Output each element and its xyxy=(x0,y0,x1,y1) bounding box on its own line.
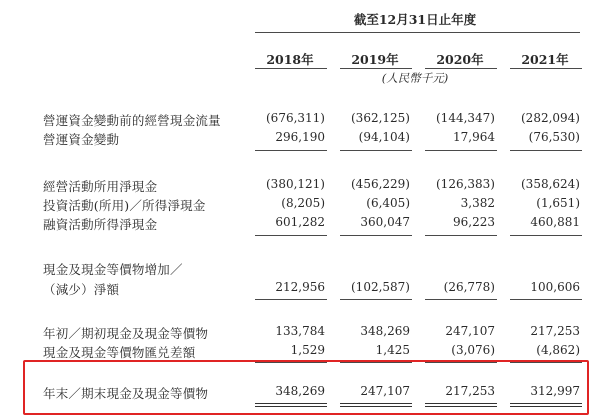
row-label-operating-net-cash: 經營活動所用淨現金 xyxy=(43,179,158,194)
year-rule-2018 xyxy=(255,68,327,69)
subtotal-rule xyxy=(340,150,412,151)
year-rule-2020 xyxy=(425,68,497,69)
subtotal-rule xyxy=(255,235,327,236)
row-label-pre-wc-operating-cash-flow: 營運資金變動前的經營現金流量 xyxy=(43,113,221,128)
cell: (144,347) xyxy=(436,111,495,125)
year-header-2020: 2020年 xyxy=(436,52,484,67)
cell: 296,190 xyxy=(275,130,325,144)
cell: 348,269 xyxy=(275,384,325,398)
row-label-opening-cash: 年初／期初現金及現金等價物 xyxy=(43,326,209,341)
period-title: 截至12月31日止年度 xyxy=(353,12,477,27)
row-label-investing-net-cash: 投資活動(所用)／所得淨現金 xyxy=(43,198,206,213)
cell: (362,125) xyxy=(351,111,410,125)
year-rule-2021 xyxy=(510,68,582,69)
subtotal-rule xyxy=(425,150,497,151)
cell: (102,587) xyxy=(351,280,410,294)
cell: (380,121) xyxy=(266,177,325,191)
cell: 312,997 xyxy=(530,384,580,398)
cell: (76,530) xyxy=(528,130,580,144)
cell: 3,382 xyxy=(460,196,495,210)
highlight-box xyxy=(23,360,589,415)
cell: 1,529 xyxy=(290,343,325,357)
subtotal-rule xyxy=(510,150,582,151)
cell: (3,076) xyxy=(451,343,495,357)
cell: 133,784 xyxy=(275,324,325,338)
cell: 247,107 xyxy=(445,324,495,338)
row-label-working-capital-change: 營運資金變動 xyxy=(43,132,120,147)
cell: (1,651) xyxy=(536,196,580,210)
cell: 460,881 xyxy=(530,215,580,229)
subtotal-rule xyxy=(340,235,412,236)
cell: (8,205) xyxy=(281,196,325,210)
subtotal-rule xyxy=(425,235,497,236)
row-label-net-increase-line2: （減少）淨額 xyxy=(43,282,120,297)
cell: 360,047 xyxy=(360,215,410,229)
cell: (94,104) xyxy=(358,130,410,144)
cell: 212,956 xyxy=(275,280,325,294)
year-header-2021: 2021年 xyxy=(521,52,569,67)
cell: 247,107 xyxy=(360,384,410,398)
cell: 96,223 xyxy=(453,215,495,229)
subtotal-rule xyxy=(340,299,412,300)
row-label-net-increase-line1: 現金及現金等價物增加／ xyxy=(43,262,183,277)
row-label-fx-difference: 現金及現金等價物匯兑差額 xyxy=(43,345,196,360)
cell: 601,282 xyxy=(275,215,325,229)
year-header-2018: 2018年 xyxy=(266,52,314,67)
year-rule-2019 xyxy=(340,68,412,69)
unit-label: (人民幣千元) xyxy=(381,71,449,85)
subtotal-rule xyxy=(255,299,327,300)
period-title-rule xyxy=(255,32,580,33)
cell: 100,606 xyxy=(530,280,580,294)
subtotal-rule xyxy=(425,299,497,300)
cell: 348,269 xyxy=(360,324,410,338)
cell: 217,253 xyxy=(530,324,580,338)
subtotal-rule xyxy=(510,299,582,300)
cell: (4,862) xyxy=(536,343,580,357)
cell: 1,425 xyxy=(375,343,410,357)
subtotal-rule xyxy=(510,235,582,236)
cell: (6,405) xyxy=(366,196,410,210)
row-label-closing-cash: 年末／期末現金及現金等價物 xyxy=(43,386,209,401)
cell: (456,229) xyxy=(351,177,410,191)
cell: (126,383) xyxy=(436,177,495,191)
subtotal-rule xyxy=(255,150,327,151)
cell: (676,311) xyxy=(266,111,325,125)
cell: (26,778) xyxy=(443,280,495,294)
cell: 17,964 xyxy=(453,130,495,144)
cell: (282,094) xyxy=(521,111,580,125)
cell: 217,253 xyxy=(445,384,495,398)
row-label-financing-net-cash: 融資活動所得淨現金 xyxy=(43,217,158,232)
year-header-2019: 2019年 xyxy=(351,52,399,67)
cell: (358,624) xyxy=(521,177,580,191)
